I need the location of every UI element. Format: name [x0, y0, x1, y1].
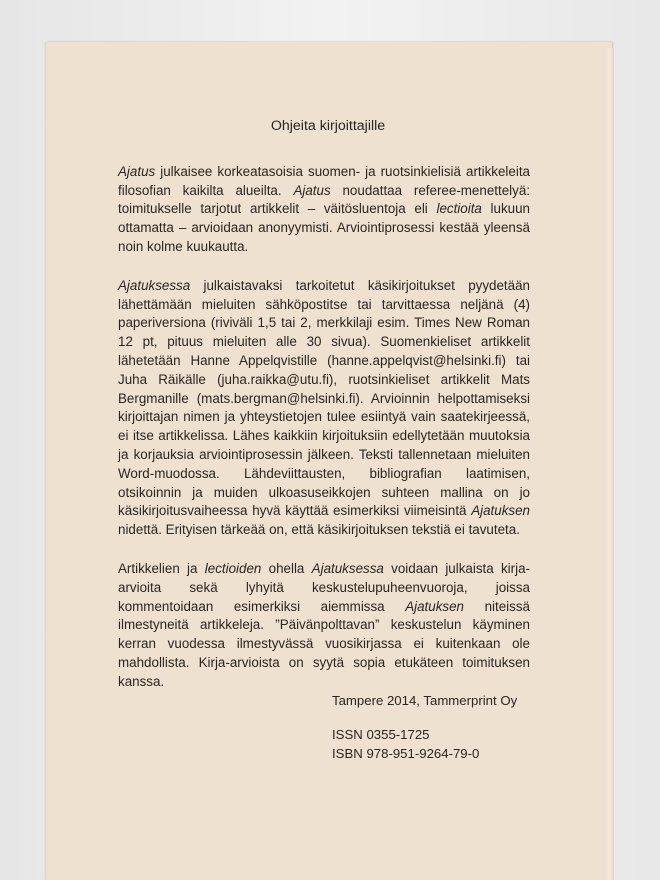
paragraph-text: Artikkelien ja: [118, 560, 205, 576]
journal-name-italic: Ajatuksessa: [311, 560, 384, 576]
journal-name-italic: Ajatuksen: [405, 598, 465, 614]
paragraph-text: nidettä. Erityisen tärkeää on, että käsikirjoituksen tekstiä ei tavuteta.: [118, 522, 520, 538]
paragraph-text: julkaisee korkeatasoisia suomen- ja ruotsinkielisiä artikkeleita filosofian kaikilta alueilta.: [118, 163, 530, 198]
journal-name-italic: Ajatus: [293, 182, 331, 198]
identifier-block: [332, 726, 479, 763]
book-page-edge: [604, 48, 614, 880]
instructions-text-block: [118, 117, 530, 712]
paragraph-text: noudattaa referee-menettelyä: toimitukselle tarjotut artikkelit – väitösluentoja eli: [118, 182, 530, 217]
journal-name-italic: Ajatuksessa: [118, 277, 191, 293]
lectio-italic: lectioita: [436, 201, 482, 217]
lectio-italic: lectioiden: [204, 560, 262, 576]
paragraph-text: niteissä ilmestyneitä artikkeleja. ”Päivänpolttavan” keskustelun käyminen kerran vuodessa ilmestyvässä vuosikirjassa ei kuitenkaan ole mahdollista. Kirja-arvioista on syytä sopia etukäteen toimituksen kanssa.: [118, 598, 530, 689]
paragraph-text: julkaistavaksi tarkoitetut käsikirjoitukset pyydetään lähettämään mieluiten sähköpostitse tai tarvittaessa neljänä (4) paperiversiona (riviväli 1,5 tai 2, merkkilaji esim. Times New Roman 12 pt, pituus mieluiten alle 30 sivua). Suomenkieliset artikkelit lähetetään Hanne Appelqvistille (hanne.appelqvist@helsinki.fi) tai Juha Räikälle (juha.raikka@utu.fi), ruotsinkieliset artikkelit Mats Bergmanille (mats.bergman@helsinki.fi). Arvioinnin helpottamiseksi kirjoittajan nimen ja yhteystietojen tulee esiintyä vain saatekirjeessä, ei itse artikkelissa. Lähes kaikkiin kirjoituksiin edellytetään muutoksia ja korjauksia arviointiprosessin jälkeen. Teksti tallennetaan mieluiten Word-muodossa. Lähdeviittausten, bibliografian laatimisen, otsikoinnin ja muiden ulkoasuseikkojen suhteen mallina on jo käsikirjoitusvaiheessa hyvä käyttää esimerkiksi viimeisintä: [118, 277, 530, 519]
page-heading: Ohjeita kirjoittajille: [270, 118, 386, 134]
issn-line: ISSN 0355-1725: [332, 727, 430, 742]
journal-name-italic: Ajatuksen: [471, 503, 530, 519]
paragraph-text: ohella: [261, 560, 312, 576]
journal-name-italic: Ajatus: [118, 163, 156, 179]
paragraph-submission-guidelines: [118, 277, 530, 540]
paragraph-text: lukuun ottamatta – arvioidaan anonyymisti. Arviointiprosessi kestää yleensä noin kolme kuukautta.: [118, 201, 531, 254]
paragraph-text: voidaan julkaista kirja-arvioita sekä lyhyitä keskustelupuheenvuoroja, joissa kommentoidaan esimerkiksi aiemmissa: [118, 560, 530, 614]
isbn-line: ISBN 978-951-9264-79-0: [332, 745, 480, 761]
imprint-line: Tampere 2014, Tammerprint Oy: [332, 693, 518, 708]
paragraph-reviews: [118, 560, 530, 692]
paragraph-journal-description: [118, 163, 530, 257]
